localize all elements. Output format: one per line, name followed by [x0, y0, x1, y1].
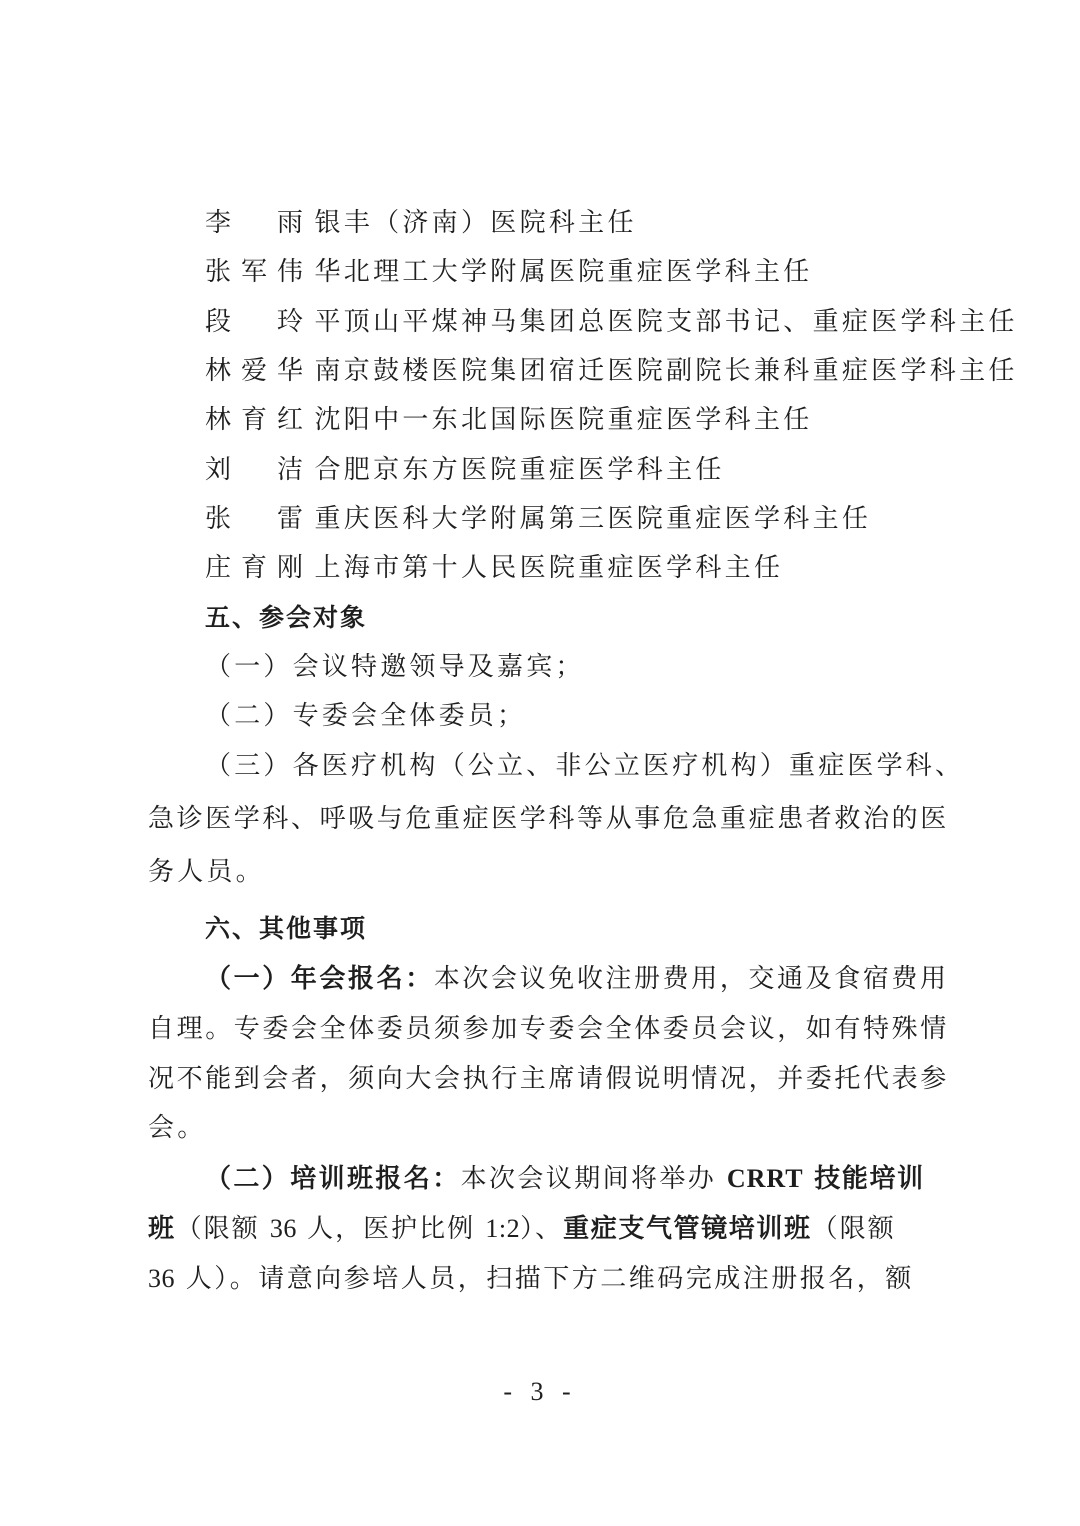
member-row — [205, 255, 995, 289]
member-name: 李雨 — [205, 208, 303, 238]
attendee-item: （三）各医疗机构（公立、非公立医疗机构）重症医学科、 — [205, 751, 965, 781]
page-number: - 3 - — [503, 1377, 577, 1406]
member-row — [205, 305, 1018, 339]
member-role: 上海市第十人民医院重症医学科主任 — [314, 553, 784, 583]
attendee-item: （二）专委会全体委员； — [205, 701, 527, 731]
member-role: 银丰（济南）医院科主任 — [314, 208, 637, 238]
text-run: 本次会议免收注册费用，交通及食宿费用 — [433, 964, 949, 994]
paragraph-line — [205, 962, 995, 996]
member-role: 重庆医科大学附属第三医院重症医学科主任 — [314, 504, 872, 534]
member-name: 林爱华 — [205, 356, 303, 386]
member-role: 平顶山平煤神马集团总医院支部书记、重症医学科主任 — [314, 307, 1018, 337]
crrt-term: CRRT — [726, 1164, 804, 1193]
paragraph-line: 务人员。 — [148, 857, 265, 887]
section-heading: 五、参会对象 — [205, 603, 368, 632]
member-name: 段玲 — [205, 307, 303, 337]
subsection-label: （一）年会报名： — [205, 964, 434, 994]
ratio-number: 1:2 — [485, 1214, 521, 1243]
member-row — [205, 206, 995, 240]
paragraph-line — [148, 1262, 938, 1296]
member-role: 华北理工大学附属医院重症医学科主任 — [314, 257, 813, 287]
member-role: 南京鼓楼医院集团宿迁医院副院长兼科重症医学科主任 — [314, 356, 1018, 386]
bold-term: 班 — [148, 1214, 176, 1244]
member-role: 合肥京东方医院重症医学科主任 — [314, 455, 725, 485]
section-heading: 六、其他事项 — [205, 914, 368, 943]
text-run: ）、 — [520, 1214, 564, 1244]
paragraph-line: 自理。专委会全体委员须参加专委会全体委员会议，如有特殊情 — [148, 1014, 949, 1044]
member-name: 张雷 — [205, 504, 303, 534]
member-row — [205, 453, 995, 487]
member-name: 庄育刚 — [205, 553, 303, 583]
member-row — [205, 551, 995, 585]
bold-term: 技能培训 — [803, 1164, 925, 1194]
member-name: 林育红 — [205, 405, 303, 435]
quota-number: 36 — [148, 1264, 175, 1293]
text-run: （限额 — [811, 1214, 896, 1244]
member-row — [205, 502, 995, 536]
member-row — [205, 354, 1018, 388]
quota-number: 36 — [269, 1214, 297, 1243]
text-run: 本次会议期间将举办 — [460, 1164, 727, 1194]
member-row — [205, 403, 995, 437]
member-role: 沈阳中一东北国际医院重症医学科主任 — [314, 405, 813, 435]
member-name: 刘洁 — [205, 455, 303, 485]
bold-term: 重症支气管镜培训班 — [563, 1214, 812, 1244]
text-run: 人）。请意向参培人员，扫描下方二维码完成注册报名，额 — [175, 1264, 914, 1294]
text-run: （限额 — [175, 1214, 270, 1244]
paragraph-line — [148, 1212, 938, 1246]
paragraph-line: 况不能到会者，须向大会执行主席请假说明情况，并委托代表参 — [148, 1064, 949, 1094]
attendee-item: （一）会议特邀领导及嘉宾； — [205, 652, 585, 682]
text-run: 人，医护比例 — [296, 1214, 486, 1244]
subsection-label: （二）培训班报名： — [205, 1164, 461, 1194]
paragraph-line: 会。 — [148, 1113, 207, 1143]
paragraph-line — [205, 1162, 995, 1196]
paragraph-line: 急诊医学科、呼吸与危重症医学科等从事危急重症患者救治的医 — [148, 804, 949, 834]
member-name: 张军伟 — [205, 257, 303, 287]
